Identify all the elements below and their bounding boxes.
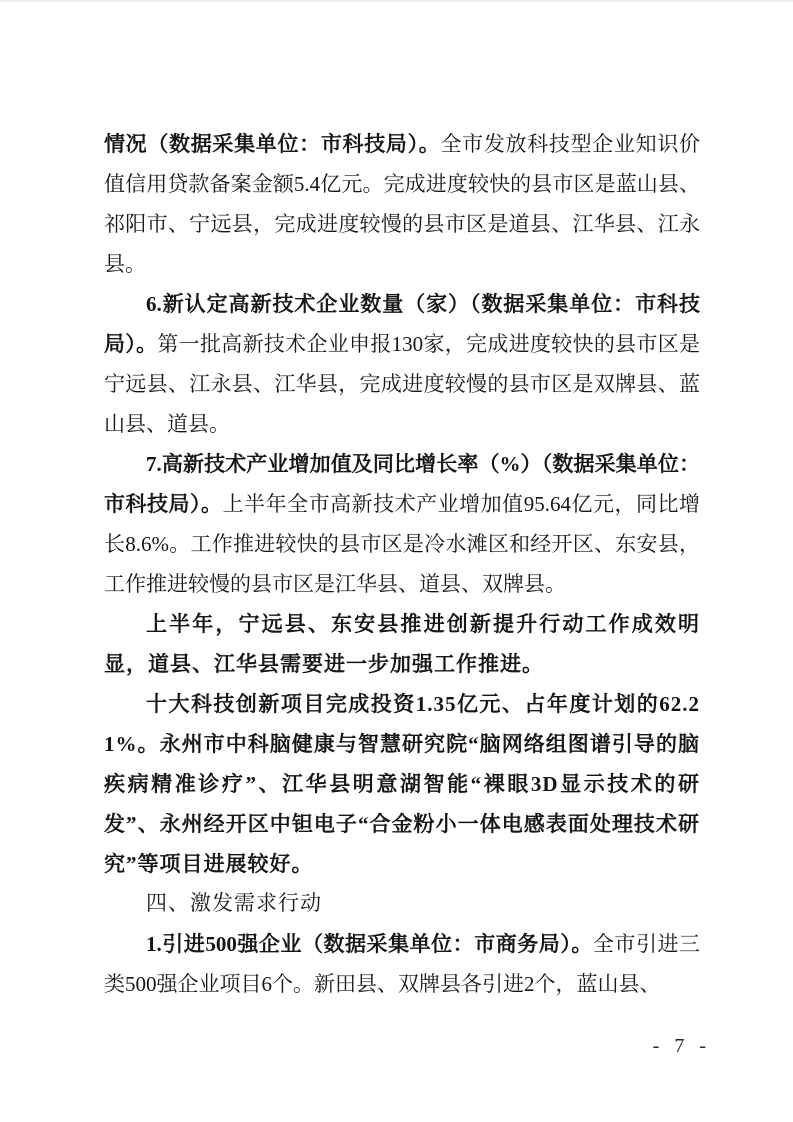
text-run: 1.引进500强企业（数据采集单位：市商务局）。: [146, 932, 593, 956]
para-fortune-500-enterprises: [104, 924, 700, 1004]
document-body: [104, 124, 700, 1004]
page-number: - 7 -: [652, 1035, 711, 1057]
text-run: 第一批高新技术企业申报130家，完成进度较快的县市区是宁远县、江永县、江华县，完成进度较慢的县市区是双牌县、蓝山县、道县。: [104, 332, 700, 436]
text-run: 7.高新技术产业增加值及同比增长率（%）（数据采集单位：市科技局）。: [104, 452, 700, 516]
text-run: 十大科技创新项目完成投资1.35亿元、占年度计划的62.21%。永州市中科脑健康与智慧研究院“脑网络组图谱引导的脑疾病精准诊疗”、江华县明意湖智能“裸眼3D显示技术的研发”、永州经开区中钽电子“合金粉小一体电感表面处理技术研究”等项目进展较好。: [104, 692, 700, 876]
para-high-tech-added-value: [104, 444, 700, 604]
text-run: 四、激发需求行动: [146, 892, 322, 915]
para-ten-innovation-projects: [104, 684, 700, 884]
text-run: 上半年，宁远县、东安县推进创新提升行动工作成效明显，道县、江华县需要进一步加强工作推进。: [104, 612, 700, 676]
para-first-half-summary: [104, 604, 700, 684]
text-run: 全市发放科技型企业知识价值信用贷款备案金额5.4亿元。完成进度较快的县市区是蓝山县、祁阳市、宁远县，完成进度较慢的县市区是道县、江华县、江永县。: [104, 132, 701, 276]
para-new-high-tech-enterprises: [104, 284, 700, 444]
text-run: 上半年全市高新技术产业增加值95.64亿元，同比增长8.6%。工作推进较快的县市区是冷水滩区和经开区、东安县，工作推进较慢的县市区是江华县、道县、双牌县。: [104, 492, 701, 596]
text-run: 6.新认定高新技术企业数量（家）（数据采集单位：市科技局）。: [104, 292, 700, 356]
text-run: 全市引进三类500强企业项目6个。新田县、双牌县各引进2个，蓝山县、: [104, 932, 701, 996]
section-heading-demand-action: [104, 884, 700, 924]
para-tech-loan-progress: [104, 124, 700, 284]
text-run: 情况（数据采集单位：市科技局）。: [104, 132, 441, 156]
